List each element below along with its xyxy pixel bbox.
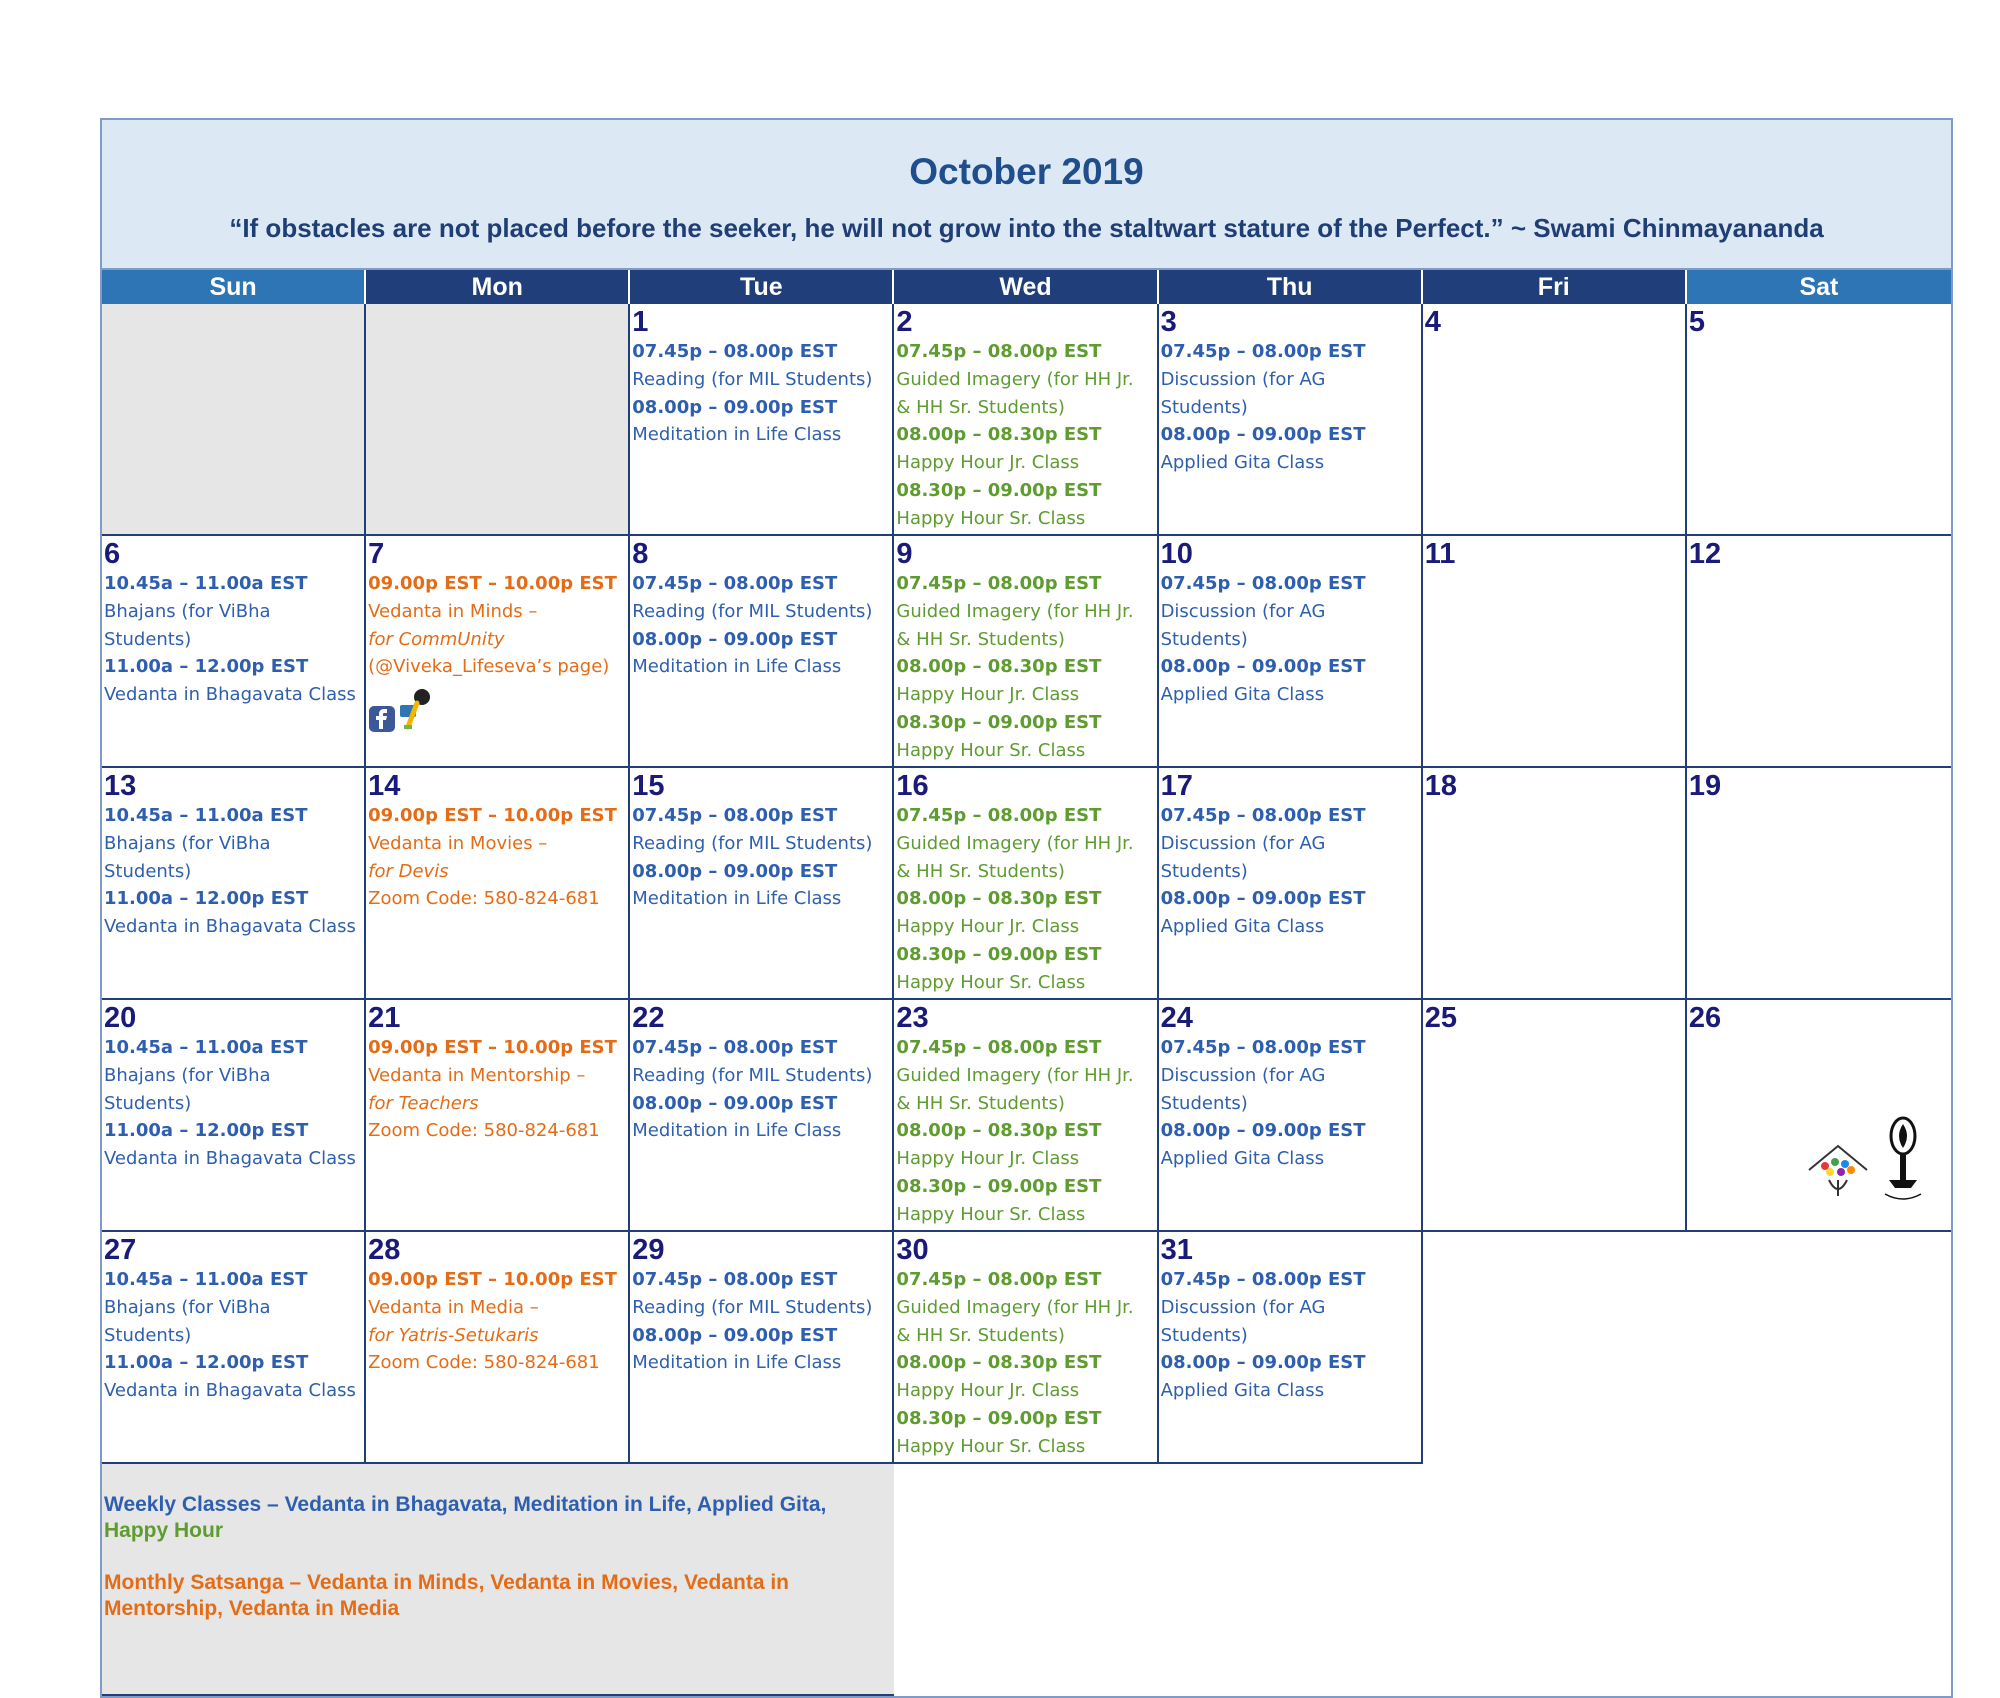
event-title: Applied Gita Class	[1160, 1380, 1325, 1402]
event-title: Meditation in Life Class	[632, 1120, 842, 1142]
event-time: 08.00p – 08.30p EST	[896, 888, 1102, 910]
event-title: Meditation in Life Class	[632, 1352, 842, 1374]
event-time: 09.00p EST – 10.00p EST	[368, 573, 617, 594]
day-cell	[1687, 1000, 1951, 1232]
event-title: Applied Gita Class	[1160, 916, 1325, 938]
day-cell	[894, 536, 1158, 768]
event-title: Students)	[104, 1324, 192, 1346]
calendar-header	[102, 120, 1951, 270]
event-title: Happy Hour Sr. Class	[896, 1435, 1086, 1457]
event-time: 08.00p – 08.30p EST	[896, 1120, 1102, 1142]
day-cell	[1159, 768, 1423, 1000]
event-time: 07.45p – 08.00p EST	[896, 1269, 1102, 1290]
day-number: 6	[104, 538, 121, 570]
event-time: 11.00a – 12.00p EST	[104, 888, 309, 910]
event-title: Guided Imagery (for HH Jr.	[896, 1064, 1134, 1086]
day-number: 27	[104, 1234, 137, 1266]
event-title: & HH Sr. Students)	[896, 1092, 1065, 1114]
event-time: 07.45p – 08.00p EST	[896, 573, 1102, 594]
event-time: 09.00p EST – 10.00p EST	[368, 1269, 617, 1290]
day-cell	[102, 1232, 366, 1464]
day-cell	[102, 536, 366, 768]
day-number: 2	[896, 306, 913, 338]
event-title: for Teachers	[368, 1092, 479, 1114]
event-title: Bhajans (for ViBha	[104, 832, 271, 854]
event-title: for Yatris-Setukaris	[368, 1324, 539, 1346]
event-title: & HH Sr. Students)	[896, 860, 1065, 882]
day-number: 12	[1688, 538, 1722, 570]
event-title: Vedanta in Movies –	[368, 832, 548, 854]
event-title: Students)	[1160, 1324, 1248, 1346]
event-title: Reading (for MIL Students)	[632, 600, 873, 622]
event-title: Vedanta in Bhagavata Class	[104, 916, 356, 938]
mission-emblem-logo	[1881, 1114, 1925, 1204]
event-time: 08.00p – 09.00p EST	[1160, 888, 1366, 910]
day-number: 14	[368, 770, 401, 802]
day-cell	[894, 1000, 1158, 1232]
event-title: Zoom Code: 580-824-681	[368, 888, 600, 910]
event-title: Students)	[1160, 1092, 1248, 1114]
day-number: 25	[1424, 1002, 1457, 1034]
happy-hour-text: Happy Hour	[104, 1519, 224, 1542]
weekly-classes-text: Weekly Classes – Vedanta in Bhagavata, Meditation in Life, Applied Gita,	[104, 1493, 827, 1516]
weekly-classes-legend	[104, 1492, 892, 1544]
event-title: Guided Imagery (for HH Jr.	[896, 600, 1134, 622]
day-number: 13	[104, 770, 137, 802]
event-title: Meditation in Life Class	[632, 424, 842, 446]
day-cell	[1159, 1000, 1423, 1232]
day-cell	[1159, 1232, 1423, 1464]
day-cell	[102, 1000, 366, 1232]
microphone-icon	[398, 687, 432, 733]
event-time: 07.45p – 08.00p EST	[1160, 805, 1366, 826]
event-title: Meditation in Life Class	[632, 888, 842, 910]
event-time: 08.00p – 08.30p EST	[896, 424, 1102, 446]
event-title: Happy Hour Jr. Class	[896, 1380, 1080, 1402]
day-number: 3	[1160, 306, 1177, 338]
day-number: 5	[1688, 306, 1705, 338]
day-number: 16	[896, 770, 929, 802]
event-title: Vedanta in Bhagavata Class	[104, 684, 356, 706]
event-title: Reading (for MIL Students)	[632, 832, 873, 854]
day-number: 20	[104, 1002, 137, 1034]
event-title: Vedanta in Media –	[368, 1296, 539, 1318]
event-time: 08.30p – 09.00p EST	[896, 479, 1102, 501]
day-number: 18	[1424, 770, 1457, 802]
weekday-header-row	[102, 270, 1951, 304]
event-title: Vedanta in Minds –	[368, 600, 538, 622]
day-cell	[1687, 304, 1951, 536]
calendar	[100, 118, 1953, 1698]
event-title: Applied Gita Class	[1160, 452, 1325, 474]
event-title: Discussion (for AG	[1160, 600, 1326, 622]
day-number: 22	[632, 1002, 665, 1034]
day-cell	[630, 536, 894, 768]
event-title: Students)	[1160, 396, 1248, 418]
day-number: 4	[1424, 306, 1441, 338]
day-cell	[630, 304, 894, 536]
legend-box	[102, 1464, 894, 1696]
event-time: 09.00p EST – 10.00p EST	[368, 805, 617, 826]
weekday-thu: Thu	[1159, 270, 1423, 304]
day-number: 1	[632, 306, 649, 338]
empty-day-cell	[102, 304, 366, 536]
event-time: 08.00p – 09.00p EST	[1160, 1120, 1366, 1142]
day-cell	[894, 304, 1158, 536]
event-title: Students)	[104, 628, 192, 650]
day-number: 26	[1688, 1002, 1722, 1034]
day-number: 31	[1160, 1234, 1193, 1266]
event-title: Bhajans (for ViBha	[104, 1064, 271, 1086]
event-title: Students)	[104, 860, 192, 882]
day-cell	[1423, 1000, 1687, 1232]
day-number: 23	[896, 1002, 929, 1034]
event-time: 08.00p – 09.00p EST	[1160, 424, 1366, 446]
event-title: Vedanta in Bhagavata Class	[104, 1380, 356, 1402]
day-number: 28	[368, 1234, 401, 1266]
event-title: Applied Gita Class	[1160, 684, 1325, 706]
event-title: Happy Hour Sr. Class	[896, 1203, 1086, 1225]
event-title: Meditation in Life Class	[632, 656, 842, 678]
organization-logos	[1805, 1114, 1925, 1204]
event-time: 10.45a – 11.00a EST	[104, 805, 308, 826]
event-time: 08.30p – 09.00p EST	[896, 711, 1102, 733]
event-title: Zoom Code: 580-824-681	[368, 1352, 600, 1374]
day-cell	[630, 768, 894, 1000]
day-number: 24	[1160, 1002, 1193, 1034]
event-time: 11.00a – 12.00p EST	[104, 1352, 309, 1374]
event-title: for CommUnity	[368, 628, 505, 650]
event-title: Happy Hour Sr. Class	[896, 739, 1086, 761]
event-time: 08.00p – 09.00p EST	[632, 628, 838, 650]
event-title: Happy Hour Jr. Class	[896, 1148, 1080, 1170]
event-time: 07.45p – 08.00p EST	[632, 1269, 838, 1290]
event-title: Discussion (for AG	[1160, 832, 1326, 854]
event-title: Happy Hour Sr. Class	[896, 507, 1086, 529]
calendar-grid	[102, 304, 1951, 1696]
quote: “If obstacles are not placed before the seeker, he will not grow into the staltwart stature of the Perfect.” ~ Swami Chinmayananda	[229, 213, 1824, 243]
day-number: 30	[896, 1234, 929, 1266]
day-cell	[894, 768, 1158, 1000]
day-cell	[1687, 536, 1951, 768]
house-tree-logo	[1805, 1140, 1871, 1204]
event-title: & HH Sr. Students)	[896, 1324, 1065, 1346]
event-title: Guided Imagery (for HH Jr.	[896, 832, 1134, 854]
event-title: & HH Sr. Students)	[896, 628, 1065, 650]
event-time: 07.45p – 08.00p EST	[632, 573, 838, 594]
day-cell	[1687, 768, 1951, 1000]
page-title: October 2019	[909, 151, 1144, 192]
event-title: Guided Imagery (for HH Jr.	[896, 1296, 1134, 1318]
event-title: Reading (for MIL Students)	[632, 1296, 873, 1318]
event-time: 08.00p – 09.00p EST	[632, 1324, 838, 1346]
weekday-fri: Fri	[1423, 270, 1687, 304]
event-title: Vedanta in Mentorship –	[368, 1064, 586, 1086]
event-time: 08.00p – 09.00p EST	[632, 860, 838, 882]
event-title: Vedanta in Bhagavata Class	[104, 1148, 356, 1170]
event-time: 10.45a – 11.00a EST	[104, 1037, 308, 1058]
weekday-sat: Sat	[1687, 270, 1951, 304]
day-number: 11	[1424, 538, 1456, 570]
event-time: 07.45p – 08.00p EST	[632, 341, 838, 362]
event-title: Discussion (for AG	[1160, 368, 1326, 390]
event-title: Happy Hour Sr. Class	[896, 971, 1086, 993]
event-title: Bhajans (for ViBha	[104, 1296, 271, 1318]
event-time: 07.45p – 08.00p EST	[1160, 1269, 1366, 1290]
facebook-icon	[368, 705, 396, 733]
day-cell	[102, 768, 366, 1000]
event-time: 07.45p – 08.00p EST	[896, 805, 1102, 826]
event-time: 08.00p – 08.30p EST	[896, 656, 1102, 678]
event-time: 08.00p – 09.00p EST	[1160, 656, 1366, 678]
event-title: Students)	[104, 1092, 192, 1114]
day-number: 9	[896, 538, 913, 570]
event-time: 11.00a – 12.00p EST	[104, 656, 309, 678]
event-time: 07.45p – 08.00p EST	[632, 805, 838, 826]
event-time: 08.00p – 09.00p EST	[632, 396, 838, 418]
event-time: 08.30p – 09.00p EST	[896, 1175, 1102, 1197]
monthly-satsanga-legend: Monthly Satsanga – Vedanta in Minds, Vedanta in Movies, Vedanta in Mentorship, Vedanta in Media	[104, 1571, 789, 1620]
social-icons	[368, 687, 626, 733]
day-number: 19	[1688, 770, 1722, 802]
day-cell	[1423, 304, 1687, 536]
event-title: Reading (for MIL Students)	[632, 1064, 873, 1086]
event-title: (@Viveka_Lifeseva’s page)	[368, 656, 610, 678]
event-title: Students)	[1160, 628, 1248, 650]
day-cell	[1423, 536, 1687, 768]
event-time: 08.00p – 08.30p EST	[896, 1352, 1102, 1374]
event-title: for Devis	[368, 860, 449, 882]
day-cell	[366, 536, 630, 768]
weekday-wed: Wed	[894, 270, 1158, 304]
event-title: Reading (for MIL Students)	[632, 368, 873, 390]
day-cell	[366, 1000, 630, 1232]
event-time: 07.45p – 08.00p EST	[1160, 573, 1366, 594]
day-cell	[894, 1232, 1158, 1464]
weekday-mon: Mon	[366, 270, 630, 304]
day-cell	[1159, 304, 1423, 536]
event-time: 08.00p – 09.00p EST	[1160, 1352, 1366, 1374]
weekday-sun: Sun	[102, 270, 366, 304]
day-cell	[1423, 768, 1687, 1000]
day-cell	[366, 768, 630, 1000]
day-number: 15	[632, 770, 665, 802]
event-title: Bhajans (for ViBha	[104, 600, 271, 622]
event-time: 08.30p – 09.00p EST	[896, 1407, 1102, 1429]
day-number: 17	[1160, 770, 1193, 802]
day-cell	[366, 1232, 630, 1464]
event-title: Zoom Code: 580-824-681	[368, 1120, 600, 1142]
event-time: 10.45a – 11.00a EST	[104, 573, 308, 594]
event-time: 10.45a – 11.00a EST	[104, 1269, 308, 1290]
event-time: 07.45p – 08.00p EST	[632, 1037, 838, 1058]
event-title: Happy Hour Jr. Class	[896, 452, 1080, 474]
event-time: 07.45p – 08.00p EST	[896, 341, 1102, 362]
event-time: 09.00p EST – 10.00p EST	[368, 1037, 617, 1058]
event-title: Guided Imagery (for HH Jr.	[896, 368, 1134, 390]
event-time: 08.30p – 09.00p EST	[896, 943, 1102, 965]
event-time: 07.45p – 08.00p EST	[896, 1037, 1102, 1058]
event-title: Discussion (for AG	[1160, 1064, 1326, 1086]
day-number: 29	[632, 1234, 665, 1266]
event-title: & HH Sr. Students)	[896, 396, 1065, 418]
day-cell	[630, 1000, 894, 1232]
event-title: Students)	[1160, 860, 1248, 882]
event-time: 11.00a – 12.00p EST	[104, 1120, 309, 1142]
day-number: 10	[1160, 538, 1193, 570]
weekday-tue: Tue	[630, 270, 894, 304]
event-title: Happy Hour Jr. Class	[896, 916, 1080, 938]
day-cell	[1159, 536, 1423, 768]
event-title: Applied Gita Class	[1160, 1148, 1325, 1170]
day-number: 7	[368, 538, 385, 570]
empty-day-cell	[366, 304, 630, 536]
day-cell	[630, 1232, 894, 1464]
event-time: 07.45p – 08.00p EST	[1160, 1037, 1366, 1058]
day-number: 8	[632, 538, 649, 570]
day-number: 21	[368, 1002, 401, 1034]
event-title: Discussion (for AG	[1160, 1296, 1326, 1318]
event-title: Happy Hour Jr. Class	[896, 684, 1080, 706]
event-time: 07.45p – 08.00p EST	[1160, 341, 1366, 362]
event-time: 08.00p – 09.00p EST	[632, 1092, 838, 1114]
